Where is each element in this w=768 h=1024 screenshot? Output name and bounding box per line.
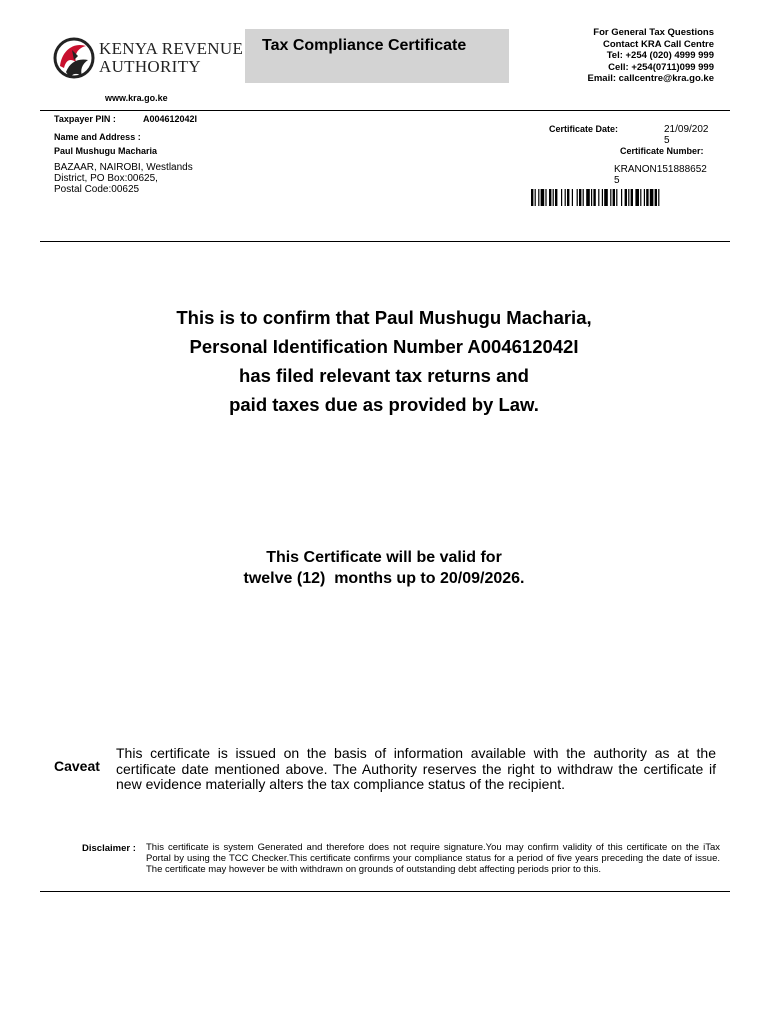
confirmation-line: This is to confirm that Paul Mushugu Macharia,: [176, 307, 592, 328]
contact-phone: Tel: +254 (020) 4999 999: [606, 50, 714, 61]
disclaimer-text: This certificate is system Generated and therefore does not require signature.You may confirm validity of this certificate on the iTax Portal by using the TCC Checker.This certificate confirms your compliance status for a period of five years preceding the date of issue. The certificate may however be with withdrawn on grounds of outstanding debt affecting periods prior to this.: [146, 842, 720, 875]
caveat-label: Caveat: [54, 758, 100, 774]
logo-name-line1: KENYA REVENUE: [99, 39, 244, 58]
contact-line: Contact KRA Call Centre: [602, 38, 714, 50]
taxpayer-address: [54, 162, 193, 195]
caveat-text: This certificate is issued on the basis of information available with the authority as at the certificate date mentioned above. The Authority reserves the right to withdraw the certificate if new evidence materially alters the tax compliance status of the recipient.: [116, 745, 716, 792]
address-line: District, PO Box:00625,: [54, 173, 158, 184]
certificate-number-label: Certificate Number:: [620, 146, 704, 156]
validity-statement: [0, 547, 768, 589]
divider: [40, 241, 730, 242]
certificate-number-line: KRANON151888652: [614, 164, 707, 175]
address-line: BAZAAR, NAIROBI, Westlands: [54, 162, 193, 173]
page-title: Tax Compliance Certificate: [262, 37, 467, 54]
barcode-icon: [531, 189, 711, 206]
certificate-date-label: Certificate Date:: [549, 124, 619, 134]
website-link[interactable]: www.kra.go.ke: [105, 93, 168, 103]
certificate-number-line: 5: [614, 175, 620, 186]
validity-line: twelve (12) months up to 20/09/2026.: [243, 570, 525, 587]
logo-name-line2: AUTHORITY: [99, 57, 201, 76]
disclaimer-label: Disclaimer :: [82, 843, 136, 854]
taxpayer-pin-label: Taxpayer PIN :: [54, 114, 116, 124]
certificate-date-line: 21/09/202: [664, 124, 709, 135]
confirmation-line: has filed relevant tax returns and: [239, 365, 529, 386]
certificate-date-line: 5: [664, 135, 670, 146]
taxpayer-name: Paul Mushugu Macharia: [54, 146, 158, 156]
certificate-number-value: [614, 164, 707, 186]
confirmation-statement: [0, 303, 768, 419]
contact-cell: Cell: +254(0711)099 999: [608, 61, 714, 73]
confirmation-line: Personal Identification Number A004612042I: [189, 336, 579, 357]
contact-line: For General Tax Questions: [593, 27, 714, 38]
address-line: Postal Code:00625: [54, 184, 140, 195]
taxpayer-pin-value: A004612042I: [143, 114, 198, 124]
name-address-label: Name and Address :: [54, 132, 141, 142]
contact-block: [588, 27, 715, 85]
certificate-date-value: [664, 124, 709, 146]
contact-email: Email: callcentre@kra.go.ke: [587, 73, 714, 84]
validity-line: This Certificate will be valid for: [266, 549, 502, 566]
confirmation-line: paid taxes due as provided by Law.: [229, 394, 539, 415]
divider: [40, 110, 730, 111]
divider: [40, 891, 730, 892]
